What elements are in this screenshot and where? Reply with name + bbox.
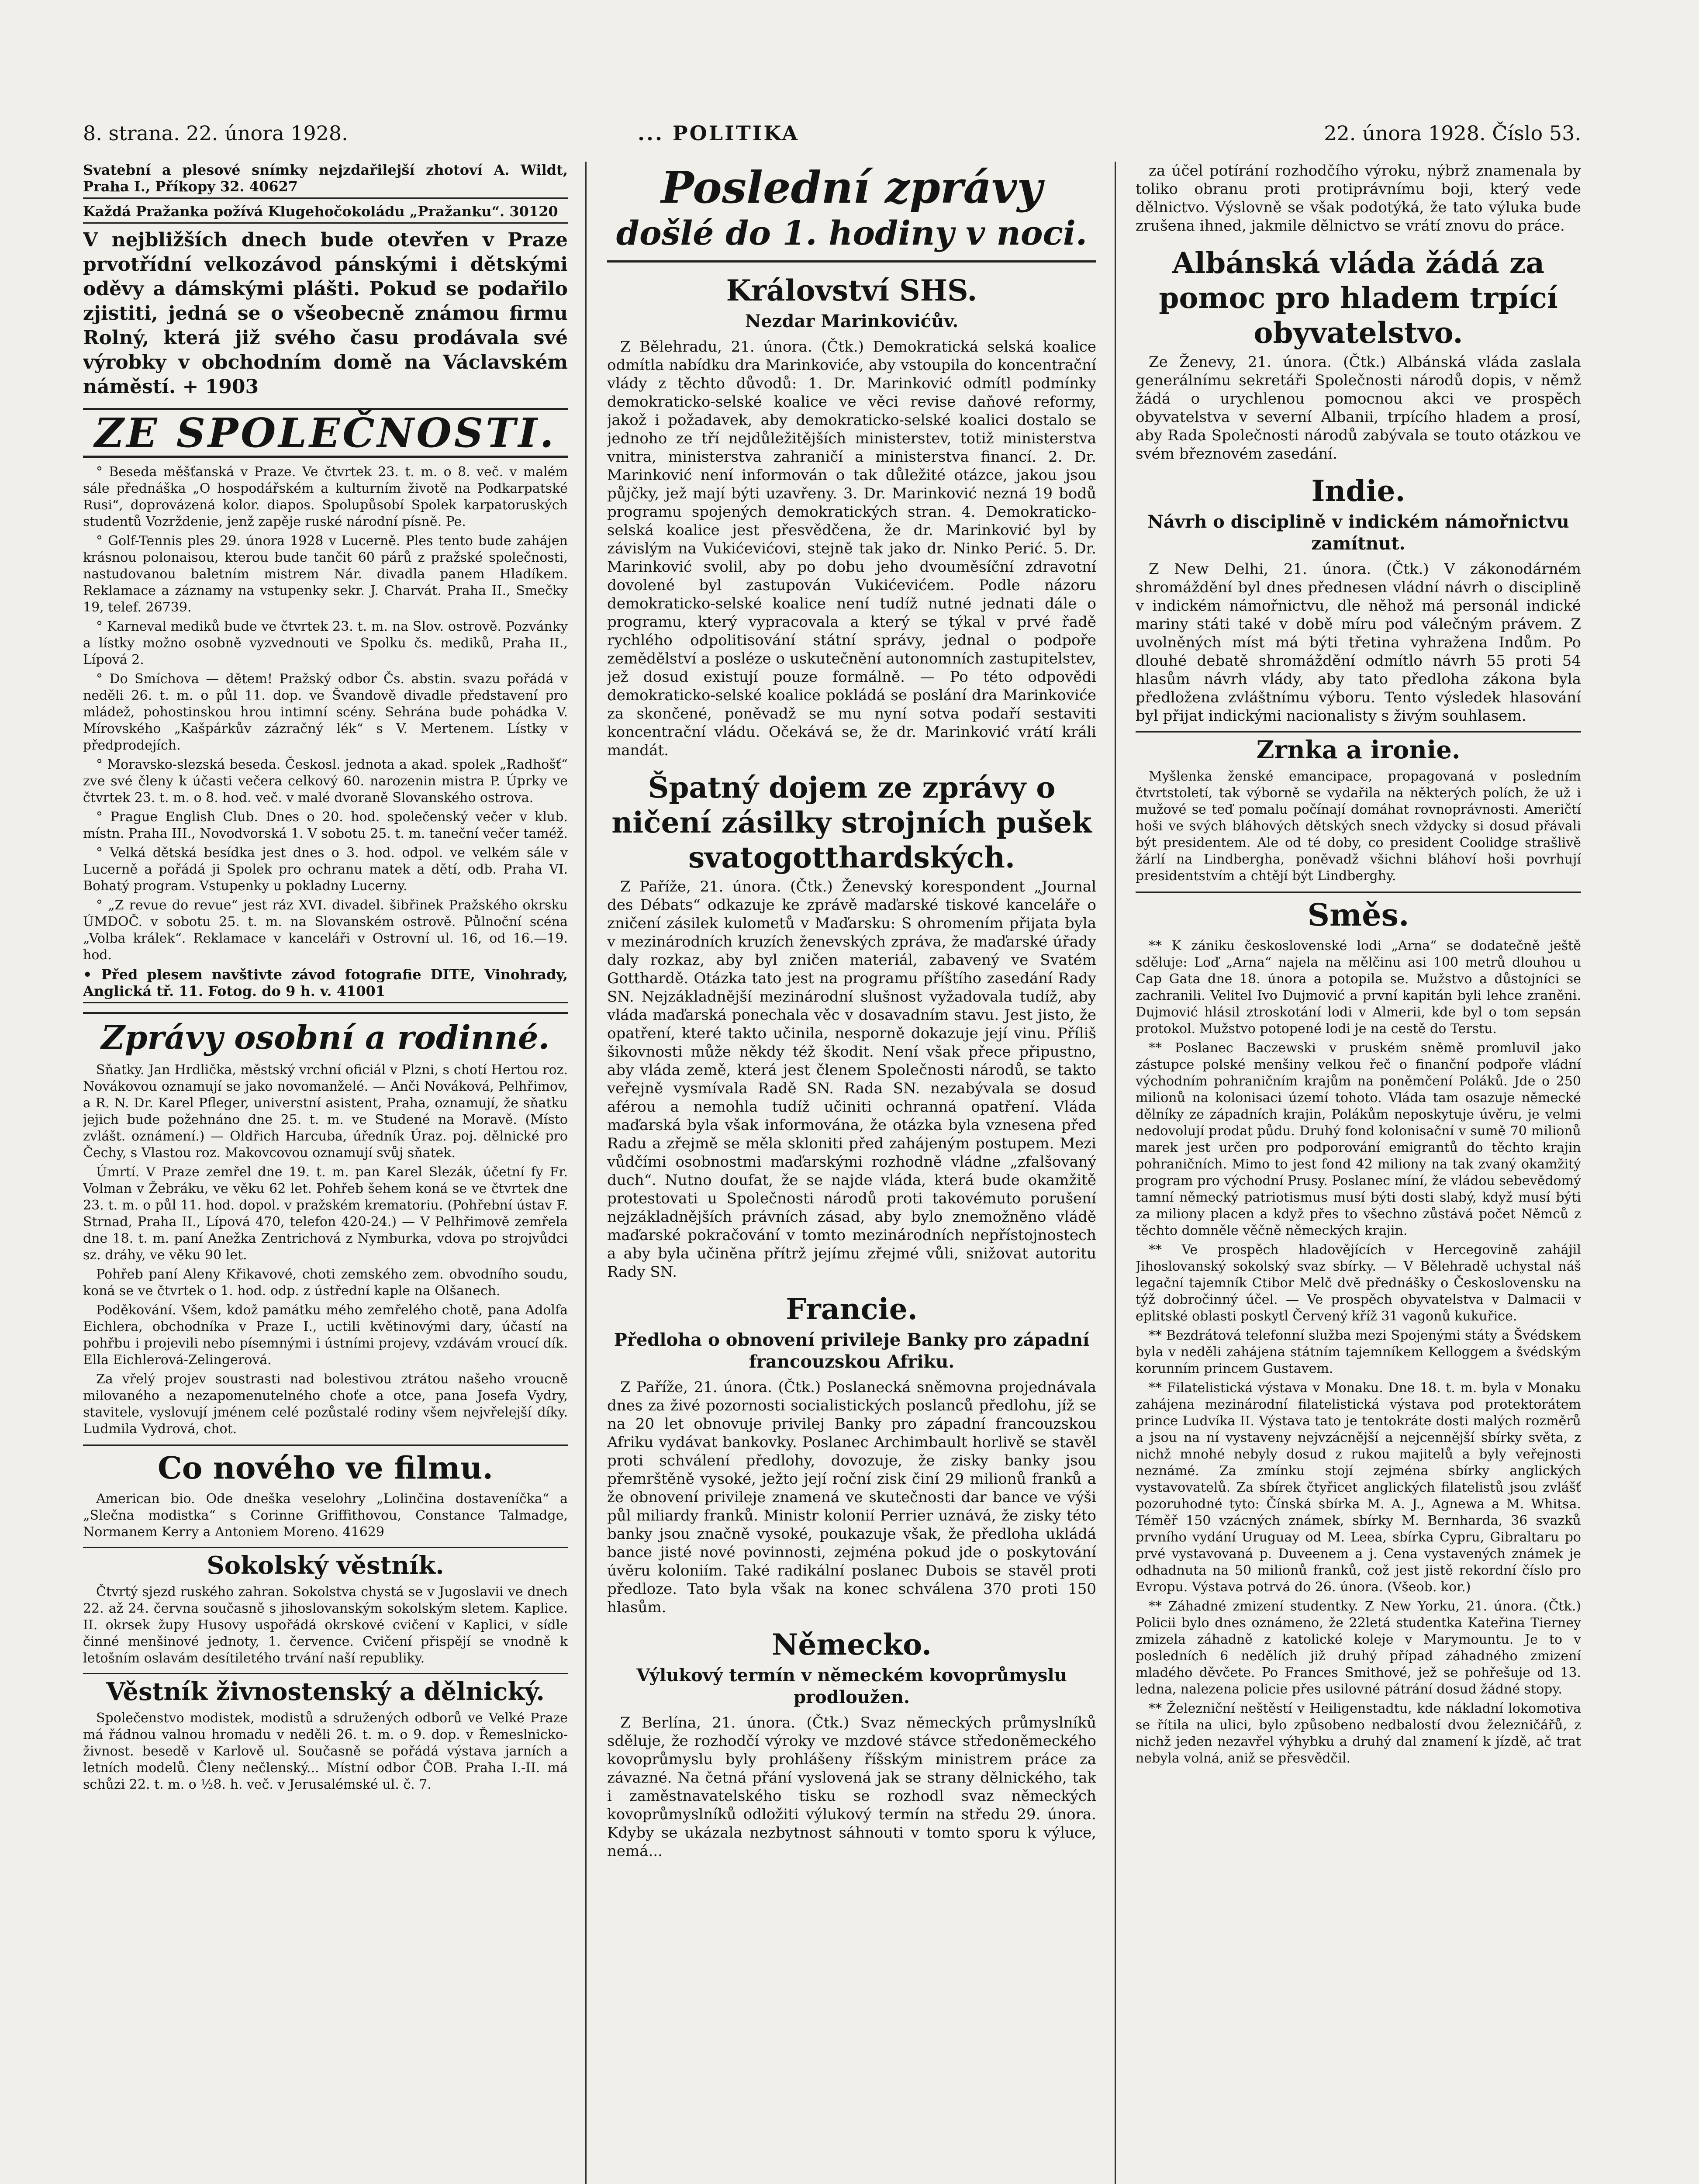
article-subheading: Nezdar Marinkovićův. bbox=[745, 311, 959, 332]
column-rule bbox=[1115, 162, 1116, 2184]
article-text: Ze Ženevy, 21. února. (Čtk.) Albánská vláda zaslala generálnímu sekretáři Společnosti národů dopis, v němž žádá o urychlenou pomocnou akci ve prospěch obyvatelstva v severní Albanii, trpícího hladem a prosí, aby Rada Společnosti národů zabývala se touto otázkou ve svém březnovém zasedání. bbox=[1136, 353, 1581, 463]
mix-list bbox=[1136, 938, 1581, 1767]
section-heading-society: ZE SPOLEČNOSTI. bbox=[83, 408, 568, 458]
section-heading-film: Co nového ve filmu. bbox=[83, 1444, 568, 1486]
header-masthead: ... POLITIKA bbox=[638, 121, 800, 145]
article-heading: Království SHS. bbox=[726, 273, 977, 308]
personal-item: Za vřelý projev soustrasti nad bolestivou ztrátou našeho vroucně milovaného a nezapomenutelného choťe a otce, pana Josefa Vydry, stavitele, vyslovují jménem celé pozůstalé rodiny všem nejvřelejší díky. Ludmila Vydrová, chot. bbox=[83, 1372, 568, 1437]
header-left: 8. strana. 22. února 1928. bbox=[83, 121, 348, 145]
society-item: ° Beseda měšťanská v Praze. Ve čtvrtek 23. t. m. o 8. več. v malém sále přednáška „O hospodářském a kulturním životě na Podkarpatské Rusi“, doprovázená kolor. diapos. Spolupůsobí Spolek karpatoruských studentů Vozrždenie, jenž zapěje ruské národní písně. Pe. bbox=[83, 464, 568, 529]
advertisement: Každá Pražanka požívá Klugehočokoládu „Pražanku“. 30120 bbox=[83, 203, 568, 224]
article-text: Z Paříže, 21. února. (Čtk.) Ženevský korespondent „Journal des Débats“ odkazuje ke zprávě maďarské tiskové kanceláře o zničení zásilek kulometů v Maďarsku: S ohromením přijata byla v mezinárodních kruzích ženevských zpráva, že maďarské úřady daly rozkaz, aby byl zničen materiál, zabavený ve Svatém Gotthardě. Otázka tato jest na programu příštího zasedání Rady SN. Nejzákladnější mezinárodní slušnost vyžadovala tudíž, aby vláda maďarská ponechala věc v dosavadním stavu. Jest jisto, že opatření, které takto učinila, nesporně dokazuje její vinu. Příliš šikovnosti může někdy též škodit. Není však přece připustno, aby vláda země, která jest členem Společnosti národů, se takto veřejně vysmívala Radě SN. Rada SN. nezabývala se dosud aférou a nemohla tudíž učiniti ochranná opatření. Vláda maďarská byla však informována, že otázka byla vznesena před Radu a zřejmě se měla skloniti před zahájeným postupem. Mezi vůdčími osobnostmi maďarskými rozhodně vládne „zfalšovaný duch“. Nutno doufat, že se najde vláda, která bude okamžitě protestovati u Společnosti národů proti takovémuto porušení nejzákladnějších právních zásad, aby bylo znemožněno vládě maďarské pokračování v tomto mezinárodních nepřístojnostech a aby byla učiněna přítrž jejímu zřejmé vůli, snižovat autoritu Rady SN. bbox=[607, 878, 1096, 1281]
society-item: ° Velká dětská besídka jest dnes o 3. hod. odpol. ve velkém sále v Lucerně a pořádá ji Spolek pro ochranu matek a dětí, odb. Praha VI. Bohatý program. Vstupenky u pokladny Lucerny. bbox=[83, 845, 568, 894]
article-heading: Indie. bbox=[1311, 474, 1405, 508]
newspaper-page bbox=[83, 118, 1581, 2184]
irony-text: Myšlenka ženské emancipace, propagovaná v posledním čtvrtstoletí, tak výborně se vydařila na některých polích, že už i mužové se teď pomalu počínají domáhat rovnoprávnosti. Američtí hoši ve svých bláhových dětských snech vždycky si dosud přávali být presidentem. Ale od té doby, co president Coolidge strašlivě žárlí na Lindbergha, poněvadž všichni bláhoví hoši povrhují presidentstvím a chtějí být Lindberghy. bbox=[1136, 769, 1581, 884]
article-subheading: Návrh o disciplině v indickém námořnictvu zamítnut. bbox=[1147, 511, 1569, 554]
mix-item: ** Ve prospěch hladovějících v Hercegovině zahájil Jihoslovanský sokolský svaz sbírky. — V Bělehradě uchystal náš legační tajemník Ctibor Melč dvě přednášky o Československu na týž dobročinný účel. — Ve prospěch obyvatelstva v Dalmacii v eplitské oblasti poskytl Červený kříž 31 vagonů kukuřice. bbox=[1136, 1242, 1581, 1324]
sokol-text: Čtvrtý sjezd ruského zahran. Sokolstva chystá se v Jugoslavii ve dnech 22. až 24. června současně s jihoslovanským sokolským sletem. Kaplice. II. okrsek župy Husovy uspořádá okrskové cvičení v Kaplici, v sídle činné menšinové jednoty, 1. července. Cvičení přispějí se vnodně k letošním oslavám desítiletého trvání naší republiky. bbox=[83, 1584, 568, 1666]
article-text: Z Berlína, 21. února. (Čtk.) Svaz německých průmyslníků sděluje, že rozhodčí výroky ve mzdové stávce středoněmeckého kovoprůmyslu byly prohlášeny říšským ministrem práce za závazné. Na četná přání vyslovená jak se strany dělnického, tak i zaměstnavatelského tisku se rozhodl svaz německých kovoprůmyslníků odložiti výlukový termín na středu 29. února. Kdyby se ukázala nezbytnost sáhnouti v tomto sporu k výluce, nemá... bbox=[607, 1714, 1096, 1860]
article-heading: Albánská vláda žádá za pomoc pro hladem trpící obyvatelstvo. bbox=[1159, 246, 1558, 350]
mix-item: ** Poslanec Baczewski v pruském sněmě promluvil jako zástupce polské menšiny velkou řeč o finanční podpoře vládní východním pohraničním krajům na poněmčení Poláků. Jde o 250 milionů na kolonisaci území tohoto. Vláda tam osazuje německé dělníky ze západních krajin, Polákům neposkytuje úvěru, je velmi nedovolují prodat půdu. Druhý fond kolonisační v sumě 70 milionů marek jest určen pro podporování emigrantů do těchto krajin pohraničních. Mimo to jest fond 42 miliony na tak zvaný okamžitý program pro východní Prusy. Poslanec míní, že vládou sebevědomý tamní německý patriotismus musí býti dosti slabý, když musí býti za miliony placen a když přes to všechno zůstává počet Němců z těchto domněle věčně německých krajin. bbox=[1136, 1040, 1581, 1238]
latest-news-heading: Poslední zprávy bbox=[661, 162, 1043, 213]
column-middle bbox=[607, 162, 1096, 2184]
page-header bbox=[83, 118, 1581, 149]
article-continuation: za účel potírání rozhodčího výroku, nýbrž znamenala by toliko obranu proti protiprávnímu boji, který vede dělnictvo. Výslovně se však podotýká, že tato výluka bude zrušena ihned, jakmile dělnictvo se vrátí znovu do práce. bbox=[1136, 162, 1581, 235]
society-item: ° Do Smíchova — dětem! Pražský odbor Čs. abstin. svazu pořádá v neděli 26. t. m. o půl 11. dop. ve Švandově divadle představení pro mládež, pohostinskou hrou intimní scény. Sehrána bude pohádka V. Mírovského „Kašpárkův zázračný lék“ s V. Mertenem. Lístky v předprodejích. bbox=[83, 671, 568, 753]
column-rule bbox=[585, 162, 587, 2184]
section-heading-irony: Zrnka a ironie. bbox=[1136, 731, 1581, 765]
section-heading-trade: Věstník živnostenský a dělnický. bbox=[83, 1673, 568, 1707]
latest-news-title bbox=[607, 162, 1096, 263]
mix-item: ** Bezdrátová telefonní služba mezi Spojenými státy a Švédskem byla v neděli zahájena státním tajemníkem Kelloggem a švédským korunním princem Gustavem. bbox=[1136, 1328, 1581, 1376]
section-heading-sokol: Sokolský věstník. bbox=[83, 1547, 568, 1580]
article-heading: Francie. bbox=[786, 1292, 918, 1326]
mix-item: ** Záhadné zmizení studentky. Z New Yorku, 21. února. (Čtk.) Policii bylo dnes oznámeno, že 22letá studentka Kateřina Tierney zmizela záhadně z katolické koleje v Marymountu. Je to v posledních 6 nedělích již druhý případ záhadného zmizení mladého děvčete. Po Frances Smithové, jež se pohřešuje od 13. ledna, nalezena policie přes usilovné pátrání dosud žádné stopy. bbox=[1136, 1599, 1581, 1697]
mix-item: ** Železniční neštěstí v Heiligenstadtu, kde nákladní lokomotiva se řítila na ulici, bylo způsobeno nedbalostí dvou železničářů, z nichž jeden nezavřel výhybku a druhý dal znamení k jízdě, ač trat nebyla volná, aniž se přesvědčil. bbox=[1136, 1701, 1581, 1766]
advertisement: Svatební a plesové snímky nejzdařilejší zhotoví A. Wildt, Praha I., Příkopy 32. 40627 bbox=[83, 162, 568, 199]
article-text: Z Paříže, 21. února. (Čtk.) Poslanecká sněmovna projednávala dnes za živé pozornosti socialistických poslanců předlohu, jíž se na 20 let obnovuje privilej Banky pro západní francouzskou Afriku vydávat bankovky. Poslanec Archimbault horlivě se stavěl proti schválení předlohy, dovozuje, že zisky banky jsou přemrštěně vysoké, ježto její roční zisk činí 29 milionů franků a že obnovení privileje znamená ve skutečnosti dar bance ve výši půl miliardy franků. Ministr kolonií Perrier uznává, že zisky této banky jsou značně vysoké, poukazuje však, že předloha ukládá bance jisté nové povinnosti, zejména pokud jde o poskytování úvěru koloniím. Také radikální poslanec Dubois se stavěl proti předloze. Tato byla však na konec schválena 370 proti 150 hlasům. bbox=[607, 1379, 1096, 1616]
section-heading-personal: Zprávy osobní a rodinné. bbox=[83, 1012, 568, 1057]
film-text: American bio. Ode dneška veselohry „Lolinčina dostaveníčka“ a „Slečna modistka“ s Corinne Griffithovou, Constance Talmadge, Normanem Kerry a Antoniem Moreno. 41629 bbox=[83, 1491, 568, 1540]
society-list bbox=[83, 464, 568, 964]
society-item: ° „Z revue do revue“ jest ráz XVI. divadel. šibřinek Pražského okrsku ÚMDOČ. v sobotu 25. t. m. na Slovanském ostrově. Půlnoční scéna „Volba králek“. Reklamace v kanceláři v Ostrovní ul. 16, od 16.—19. hod. bbox=[83, 898, 568, 963]
section-heading-mix: Směs. bbox=[1136, 892, 1581, 933]
column-left bbox=[83, 162, 568, 2184]
society-item: ° Karneval mediků bude ve čtvrtek 23. t. m. na Slov. ostrově. Pozvánky a lístky možno osobně vyzvednouti ve Spolku čs. mediků, Praha II., Lípová 2. bbox=[83, 619, 568, 667]
article-subheading: Předloha o obnovení privileje Banky pro západní francouzskou Afriku. bbox=[614, 1330, 1090, 1372]
society-item: ° Prague English Club. Dnes o 20. hod. společenský večer v klub. místn. Praha III., Novodvorská 1. V sobotu 25. t. m. taneční večer taméž. bbox=[83, 809, 568, 841]
article-subheading: Výlukový termín v německém kovoprůmyslu prodloužen. bbox=[636, 1665, 1067, 1707]
advertisement: • Před plesem navštivte závod fotografie DITE, Vinohrady, Anglická tř. 11. Fotog. do 9 h. v. 41001 bbox=[83, 966, 568, 1003]
personal-item: Úmrtí. V Praze zemřel dne 19. t. m. pan Karel Slezák, účetní fy Fr. Volman v Žebráku, ve věku 62 let. Pohřeb šehem koná se ve čtvrtek dne 23. t. m. o půl 11. hod. dopol. v pražském krematoriu. (Pohřební ústav F. Strnad, Praha II., Lípová 470, telefon 420-24.) — V Pelhřimově zemřela dne 18. t. m. paní Anežka Zentrichová z Nymburka, vdova po strojvůdci sz. dráhy, ve věku 90 let. bbox=[83, 1165, 568, 1263]
lead-notice: V nejbližších dnech bude otevřen v Praze prvotřídní velkozávod pánskými i dětskými oděvy a dámskými plášti. Pokud se podařilo zjistiti, jedná se o všeobecně známou firmu Rolný, která již svého času prodávala své výrobky v obchodním domě na Václavském náměstí. + 1903 bbox=[83, 229, 568, 398]
header-right: 22. února 1928. Číslo 53. bbox=[1324, 121, 1581, 145]
society-item: ° Moravsko-slezská beseda. Českosl. jednota a akad. spolek „Radhošť“ zve své členy k účasti večera celkový 60. narozenin mistra P. Úprky ve čtvrtek 23. t. m. o 8. hod. več. v malé dvoraně Slovanského ostrova. bbox=[83, 757, 568, 805]
society-item: ° Golf-Tennis ples 29. února 1928 v Lucerně. Ples tento bude zahájen krásnou polonaisou, kterou bude tančit 60 párů z pražské společnosti, nastudovanou baletním mistrem Nár. divadla panem Hladíkem. Reklamace a záznamy na vstupenky sekr. J. Charvát. Praha II., Smečky 19, telef. 26739. bbox=[83, 533, 568, 615]
personal-item: Pohřeb paní Aleny Křikavové, choti zemského zem. obvodního soudu, koná se ve čtvrtek o 1. hod. odp. z ústřední kaple na Olšanech. bbox=[83, 1267, 568, 1299]
personal-list bbox=[83, 1062, 568, 1438]
article-heading: Německo. bbox=[772, 1628, 932, 1662]
mix-item: ** K zániku československé lodi „Arna“ se dodatečně ještě sděluje: Loď „Arna“ najela na mělčinu asi 100 metrů dlouhou u Cap Gata dne 18. února a potopila se. Mužstvo a důstojníci se zachranili. Velitel Ivo Dujmović a první kapitán byli lehce zraněni. Dujmović hlásil ztroskotání lodi v Almerii, kde byl o tom sepsán protokol. Mužstvo potopené lodi je na cestě do Terstu. bbox=[1136, 938, 1581, 1037]
article-heading: Špatný dojem ze zprávy o ničení zásilky strojních pušek svatogotthardských. bbox=[611, 771, 1092, 874]
personal-item: Sňatky. Jan Hrdlička, městský vrchní oficiál v Plzni, s chotí Hertou roz. Novákovou oznamují se jako novomanželé. — Anči Nováková, Pelhřimov, a R. N. Dr. Karel Pfleger, universtní asistent, Praha, oznamují, že sňatku jejich bude požehnáno dne 25. t. m. ve Studené na Moravě. (Místo zvlášt. oznámení.) — Oldřich Harcuba, úředník Úraz. poj. dělnické pro Čechy, s Vlastou roz. Makovcovou oznamují svůj sňatek. bbox=[83, 1062, 568, 1161]
column-right bbox=[1136, 162, 1581, 2184]
trade-text: Společenstvo modistek, modistů a sdružených odborů ve Velké Praze má řádnou valnou hromadu v neděli 26. t. m. o 9. dop. v Řemeslnicko-živnost. besedě v Karlově ul. Současně se pořádá výstava jarních a letních modelů. Členy nečlenský... Místní odbor ČOB. Praha I.-II. má schůzi 22. t. m. o ½8. h. več. v Jerusalémské ul. č. 7. bbox=[83, 1711, 568, 1792]
article-text: Z Bělehradu, 21. února. (Čtk.) Demokratická selská koalice odmítla nabídku dra Marinkoviće, aby vstoupila do koncentrační vlády z těchto důvodů: 1. Dr. Marinković odmítl podmínky demokraticko-selské koalice ve věci revise daňové reformy, jakož i požadavek, aby demokraticko-selské koalici dostalo se jednoho ze tří nejdůležitějších ministerstev, totiž ministerstva vnitra, ministerstva zahraničí a ministerstva financí. 2. Dr. Marinković není informován o tak důležité otázce, jakou jsou půjčky, jež mají býti uzavřeny. 3. Dr. Marinković nezná 19 bodů programu spojených demokratických stran. 4. Demokraticko-selská koalice jest přesvědčena, že dr. Marinković byl by závislým na Vukićevićovi, stejně tak jako dr. Ninko Perić. 5. Dr. Marinković svolil, aby po dobu jeho dvouměsíční zdravotní dovolené byl zastupován Vukićevićem. Podle názoru demokraticko-selské koalice není tudíž nutné jednati dále o programu, který vypracovala a který se týkal v prvé řadě rychlého odpolitisování státní správy, jednal o podpoře zemědělství a posléze o uskutečnění autonomních zastupitelstev, jež dosud existují pouze formálně. — Po této odpovědi demokraticko-selské koalice pokládá se poslání dra Marinkoviće za skončené, poněvadž se mu nyní sotva podaří sestaviti koncentrační vládu. Očekává se, že dr. Marinković vrátí králi mandát. bbox=[607, 338, 1096, 759]
article-text: Z New Delhi, 21. února. (Čtk.) V zákonodárném shromáždění byl dnes přednesen vládní návrh o disciplině v indickém námořnictvu, dle něhož má personál indické mariny státi také v době míru pod válečným právem. Z uvolněných míst má býti třetina vyhražena Indům. Po dlouhé debatě shromáždění odmítlo návrh 55 proti 54 hlasům návrh vlády, aby tato předloha zákona byla předložena zvláštnímu výboru. Tento výsledek hlasování byl přijat indickými nacionalisty s živým souhlasem. bbox=[1136, 560, 1581, 725]
mix-item: ** Filatelistická výstava v Monaku. Dne 18. t. m. byla v Monaku zahájena mezinárodní filatelistická výstava pod protektorátem prince Ludvíka II. Výstava tato je tentokráte dosti malých rozměrů a jsou na ní vystaveny nejvzácnější a nejcennější sbírky světa, z nichž mnohé nebyly dosud z rukou majitelů a byly veřejnosti neznámé. Za zmínku stojí zejména sbírky anglických vystavovatelů. Za sbírek čtyřicet anglických filatelistů jsou zvlášť pozoruhodné tyto: Čínská sbírka M. A. J., Agnewa a M. Whitsa. Téměř 150 vzácných známek, sbírky M. Bernharda, 36 svazků prvního vydání Uruguay od M. Leea, sbírka Cypru, Gibraltaru po prvé vystavovaná p. Duveenem a j. Cena vystavených známek je odhadnuta na 50 milionů franků, což jest jistě rekordní číslo pro Evropu. Výstava potrvá do 26. února. (Všeob. kor.) bbox=[1136, 1380, 1581, 1595]
personal-item: Poděkování. Všem, kdož památku mého zemřelého chotě, pana Adolfa Eichlera, obchodníka v Praze I., uctili květinovými dary, účastí na pohřbu i projevili nebo písemnými i ústními projevy, vzdávám vroucí dík. Ella Eichlerová-Zelingerová. bbox=[83, 1303, 568, 1368]
latest-news-subheading: došlé do 1. hodiny v noci. bbox=[616, 214, 1088, 252]
